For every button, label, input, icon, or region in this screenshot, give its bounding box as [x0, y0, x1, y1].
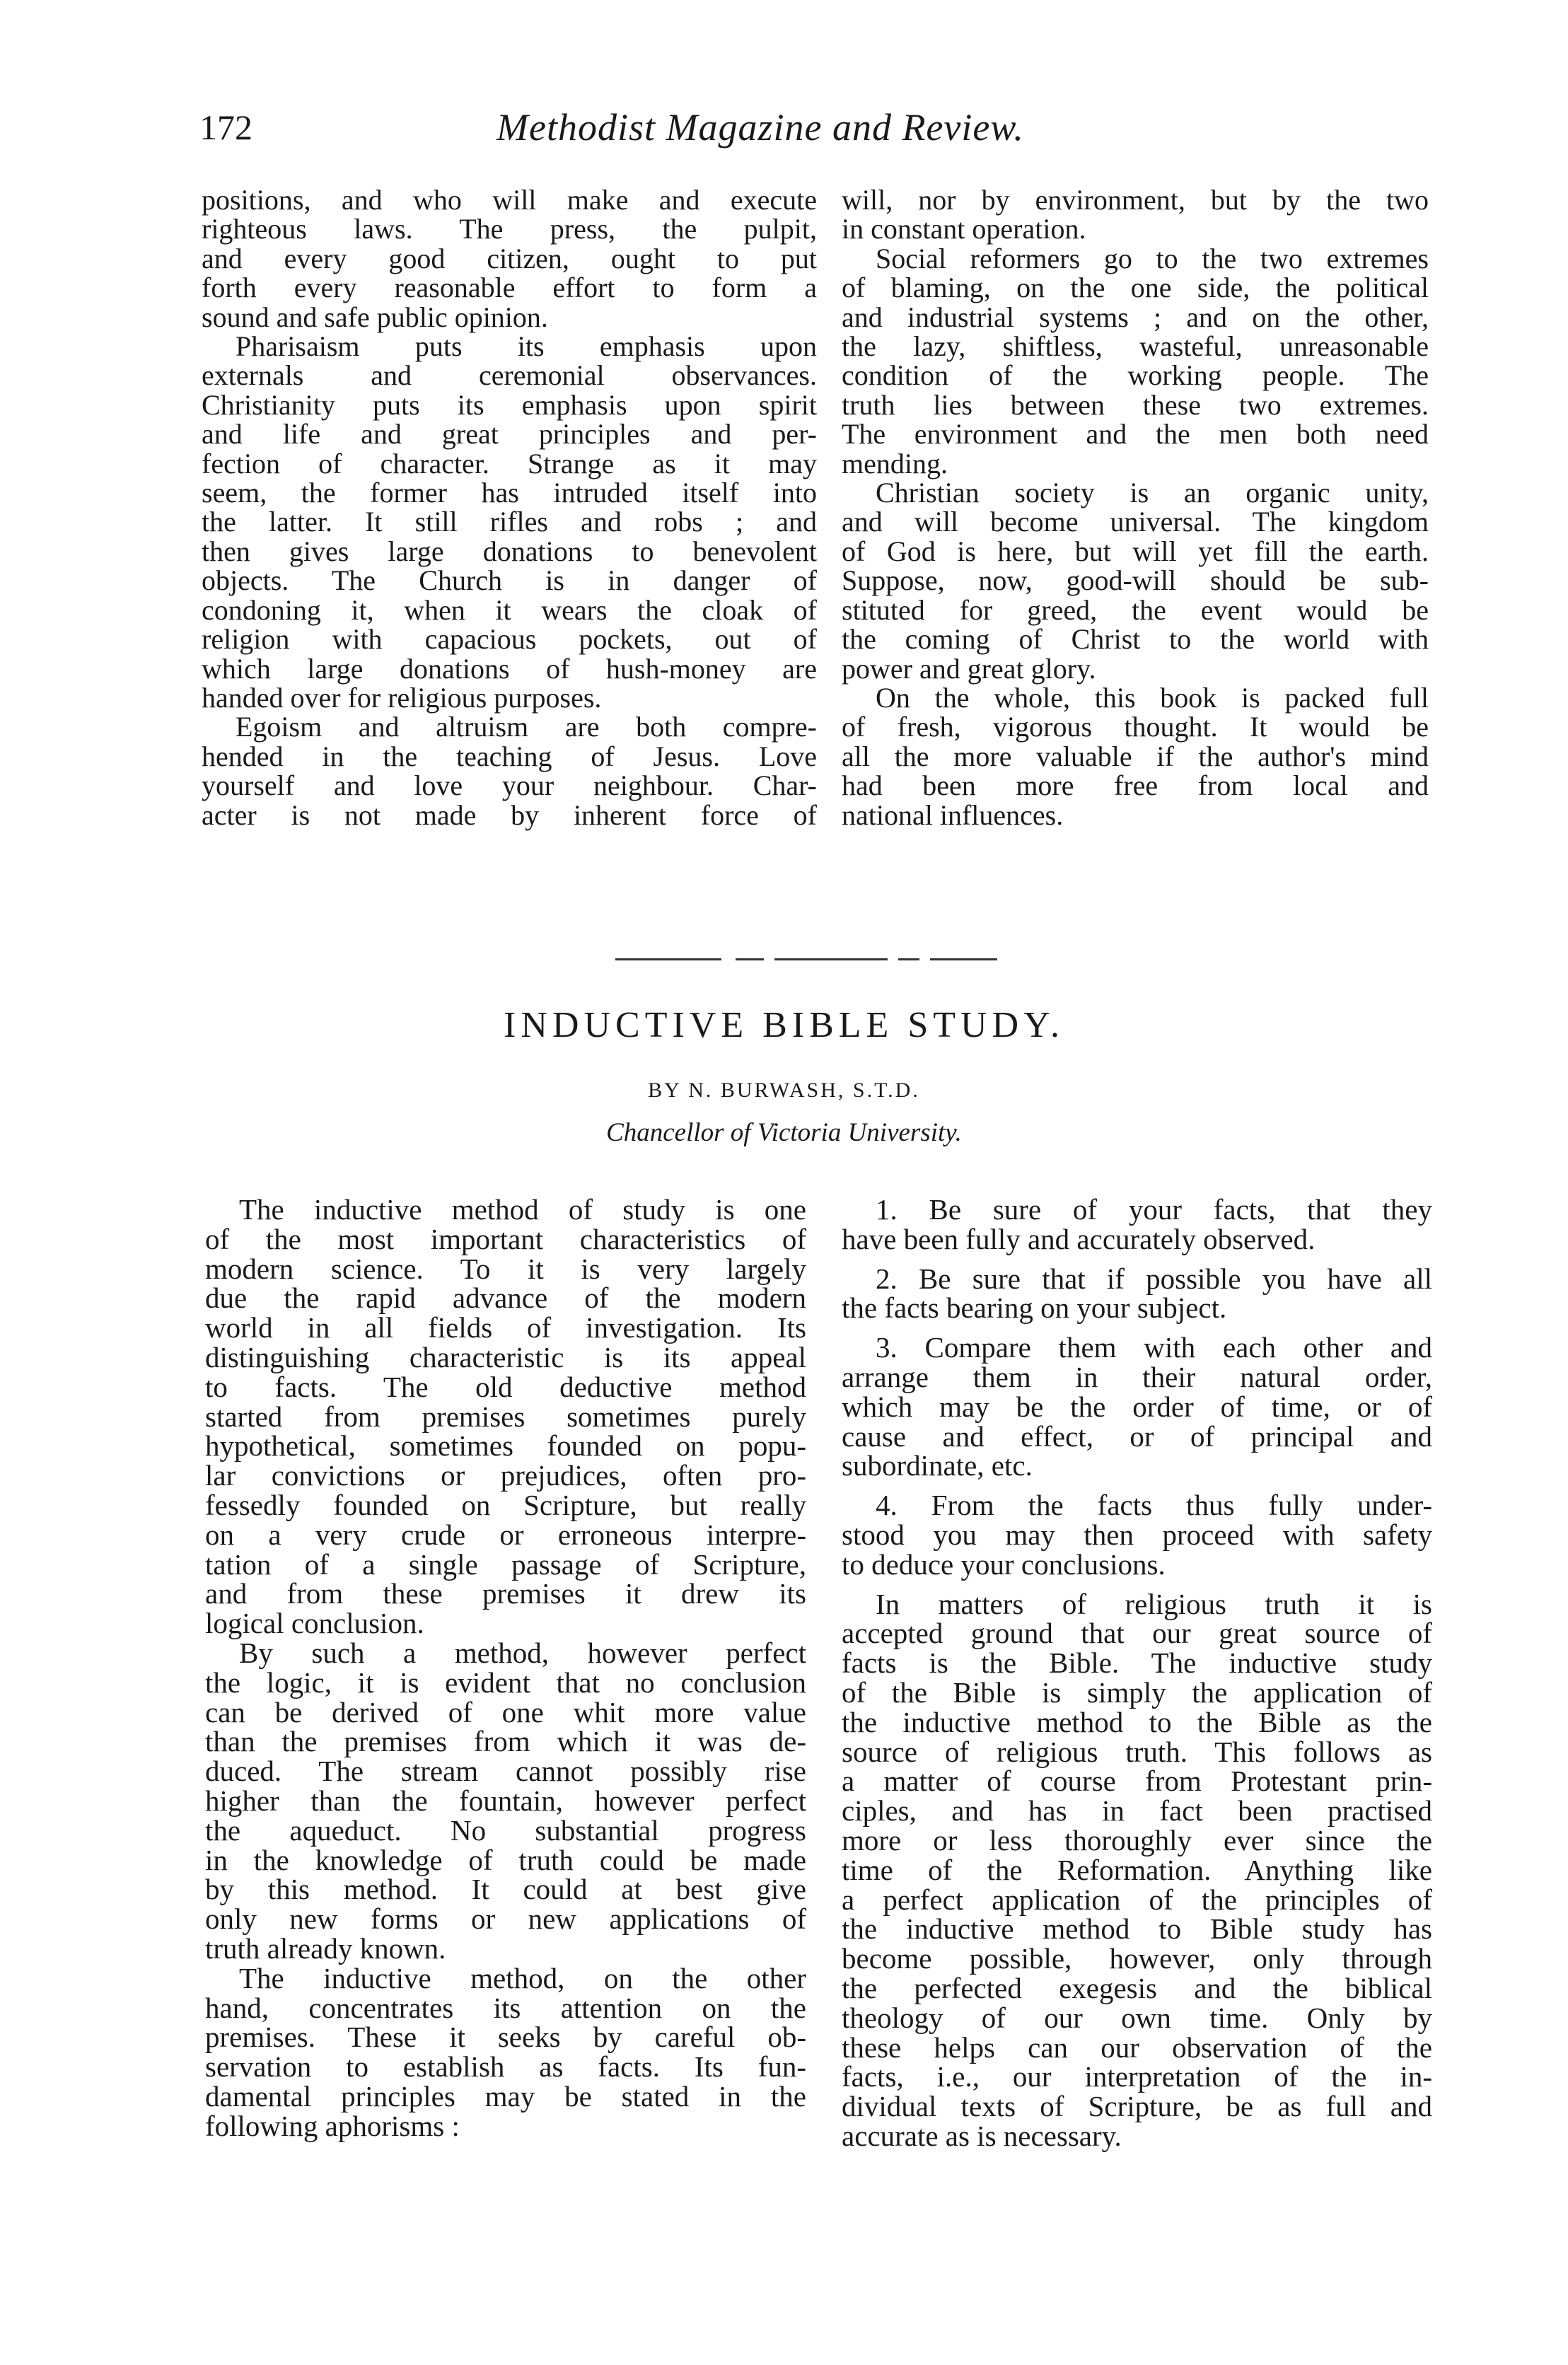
text-line: will, nor by environment, but by the two: [842, 184, 1429, 216]
text-line: forth every reasonable effort to form a: [202, 272, 817, 304]
text-line: objects. The Church is in danger of: [202, 564, 817, 597]
bottom-right-column: [842, 1195, 1432, 2161]
text-line: due the rapid advance of the modern: [205, 1282, 806, 1315]
text-line: had been more free from local and: [842, 769, 1429, 802]
text-line: the lazy, shiftless, wasteful, unreasonable: [842, 330, 1429, 363]
text-line: acter is not made by inherent force of: [202, 798, 817, 831]
text-line: have been fully and accurately observed.: [842, 1222, 1316, 1255]
text-line: in the knowledge of truth could be made: [205, 1843, 806, 1876]
text-line: Social reformers go to the two extremes: [876, 242, 1429, 274]
text-line: and industrial systems ; and on the other,: [842, 301, 1429, 333]
text-line: hended in the teaching of Jesus. Love: [202, 740, 817, 772]
text-line: stood you may then proceed with safety: [842, 1518, 1432, 1551]
paragraph: [842, 1262, 1432, 1325]
text-line: logical conclusion.: [205, 1607, 424, 1640]
text-line: truth lies between these two extremes.: [842, 388, 1429, 421]
text-line: accurate as is necessary.: [842, 2119, 1122, 2152]
text-line: The inductive method, on the other: [239, 1961, 806, 1994]
text-line: of the Bible is simply the application of: [842, 1675, 1432, 1709]
text-line: only new forms or new applications of: [205, 1902, 806, 1936]
text-line: facts is the Bible. The inductive study: [842, 1646, 1432, 1680]
text-line: Egoism and altruism are both compre-: [236, 711, 817, 743]
text-line: arrange them in their natural order,: [842, 1360, 1432, 1393]
text-line: national influences.: [842, 798, 1064, 831]
text-line: tation of a single passage of Scripture,: [205, 1547, 806, 1581]
text-line: started from premises sometimes purely: [205, 1400, 806, 1433]
text-line: higher than the fountain, however perfect: [205, 1784, 806, 1817]
text-line: these helps can our observation of the: [842, 2030, 1432, 2064]
text-line: duced. The stream cannot possibly rise: [205, 1755, 806, 1788]
text-line: Christian society is an organic unity,: [876, 477, 1429, 509]
article-byline: BY N. BURWASH, S.T.D.: [648, 1079, 920, 1102]
text-line: which large donations of hush-money are: [202, 652, 817, 685]
text-line: following aphorisms :: [205, 2109, 460, 2142]
text-line: than the premises from which it was de-: [205, 1725, 806, 1758]
text-line: Christianity puts its emphasis upon spirit: [202, 388, 817, 421]
text-line: more or less thoroughly ever since the: [842, 1823, 1432, 1856]
top-left-column: [202, 185, 817, 830]
text-line: a matter of course from Protestant prin-: [842, 1765, 1432, 1798]
text-line: handed over for religious purposes.: [202, 681, 602, 714]
text-line: truth already known.: [205, 1931, 446, 1965]
bottom-left-column: [205, 1195, 806, 2142]
text-line: the facts bearing on your subject.: [842, 1291, 1227, 1325]
paragraph: [842, 1333, 1432, 1481]
text-line: accepted ground that our great source of: [842, 1617, 1432, 1650]
text-line: 2. Be sure that if possible you have all: [876, 1262, 1432, 1295]
page-header: [199, 99, 1175, 156]
text-line: Pharisaism puts its emphasis upon: [236, 330, 817, 363]
text-line: The environment and the men both need: [842, 418, 1429, 451]
text-line: 1. Be sure of your facts, that they: [876, 1193, 1432, 1226]
page-number: 172: [199, 108, 252, 147]
text-line: of God is here, but will yet fill the earth.: [842, 535, 1429, 567]
running-title: Methodist Magazine and Review.: [496, 106, 1024, 149]
text-line: fection of character. Strange as it may: [202, 447, 817, 480]
text-line: fessedly founded on Scripture, but really: [205, 1488, 806, 1521]
text-line: The inductive method of study is one: [239, 1193, 806, 1226]
text-line: and from these premises it drew its: [205, 1577, 806, 1610]
text-line: sound and safe public opinion.: [202, 301, 548, 333]
text-line: dividual texts of Scripture, be as full and: [842, 2090, 1432, 2123]
text-line: In matters of religious truth it is: [876, 1587, 1432, 1620]
text-line: the logic, it is evident that no conclusion: [205, 1666, 806, 1699]
text-line: cause and effect, or of principal and: [842, 1419, 1432, 1453]
text-line: and life and great principles and per-: [202, 418, 817, 451]
text-line: externals and ceremonial observances.: [202, 359, 817, 392]
article-title: INDUCTIVE BIBLE STUDY.: [504, 1005, 1064, 1045]
text-line: the aqueduct. No substantial progress: [205, 1813, 806, 1847]
text-line: religion with capacious pockets, out of: [202, 623, 817, 656]
text-line: can be derived of one whit more value: [205, 1695, 806, 1728]
text-line: to deduce your conclusions.: [842, 1547, 1166, 1581]
text-line: on a very crude or erroneous interpre-: [205, 1518, 806, 1551]
text-line: lar convictions or prejudices, often pro-: [205, 1459, 806, 1492]
text-line: and will become universal. The kingdom: [842, 506, 1429, 538]
text-line: facts, i.e., our interpretation of the in-: [842, 2060, 1432, 2093]
text-line: 4. From the facts thus fully under-: [876, 1489, 1432, 1522]
paragraph: [842, 1587, 1432, 2152]
text-line: the latter. It still rifles and robs ; and: [202, 506, 817, 538]
text-line: the coming of Christ to the world with: [842, 623, 1429, 656]
text-line: subordinate, etc.: [842, 1449, 1033, 1482]
text-line: damental principles may be stated in the: [205, 2079, 806, 2113]
text-line: distinguishing characteristic is its appeal: [205, 1340, 806, 1373]
text-line: of the most important characteristics of: [205, 1222, 806, 1255]
text-line: yourself and love your neighbour. Char-: [202, 769, 817, 802]
text-line: world in all fields of investigation. Its: [205, 1311, 806, 1344]
text-line: ciples, and has in fact been practised: [842, 1794, 1432, 1828]
text-line: By such a method, however perfect: [239, 1636, 806, 1669]
section-divider: [615, 958, 997, 961]
text-line: become possible, however, only through: [842, 1942, 1432, 1975]
text-line: a perfect application of the principles of: [842, 1883, 1432, 1916]
text-line: condoning it, when it wears the cloak of: [202, 593, 817, 626]
text-line: to facts. The old deductive method: [205, 1370, 806, 1403]
text-line: stituted for greed, the event would be: [842, 593, 1429, 626]
text-line: by this method. It could at best give: [205, 1873, 806, 1906]
text-line: in constant operation.: [842, 213, 1086, 245]
text-line: of blaming, on the one side, the political: [842, 272, 1429, 304]
text-line: hypothetical, sometimes founded on popu-: [205, 1429, 806, 1463]
text-line: which may be the order of time, or of: [842, 1390, 1432, 1423]
text-line: all the more valuable if the author's mind: [842, 740, 1429, 772]
text-line: then gives large donations to benevolent: [202, 535, 817, 567]
text-line: Suppose, now, good-will should be sub-: [842, 564, 1429, 597]
text-line: righteous laws. The press, the pulpit,: [202, 213, 817, 245]
author-affiliation: Chancellor of Victoria University.: [606, 1118, 962, 1147]
text-line: source of religious truth. This follows as: [842, 1735, 1432, 1768]
text-line: positions, and who will make and execute: [202, 184, 817, 216]
text-line: condition of the working people. The: [842, 359, 1429, 392]
text-line: the inductive method to Bible study has: [842, 1912, 1432, 1946]
top-right-column: [842, 185, 1429, 830]
text-line: the perfected exegesis and the biblical: [842, 1971, 1432, 2004]
paragraph: [842, 1491, 1432, 1579]
text-line: time of the Reformation. Anything like: [842, 1853, 1432, 1886]
text-line: of fresh, vigorous thought. It would be: [842, 711, 1429, 743]
text-line: theology of our own time. Only by: [842, 2001, 1432, 2034]
text-line: power and great glory.: [842, 652, 1096, 685]
paragraph: [842, 1195, 1432, 1255]
text-line: premises. These it seeks by careful ob-: [205, 2021, 806, 2054]
text-line: and every good citizen, ought to put: [202, 242, 817, 274]
text-line: seem, the former has intruded itself into: [202, 477, 817, 509]
text-line: 3. Compare them with each other and: [876, 1331, 1432, 1364]
text-line: servation to establish as facts. Its fun-: [205, 2050, 806, 2084]
text-line: On the whole, this book is packed full: [876, 681, 1429, 714]
text-line: mending.: [842, 447, 948, 480]
text-line: hand, concentrates its attention on the: [205, 1991, 806, 2024]
text-line: modern science. To it is very largely: [205, 1252, 806, 1285]
text-line: the inductive method to the Bible as the: [842, 1705, 1432, 1738]
